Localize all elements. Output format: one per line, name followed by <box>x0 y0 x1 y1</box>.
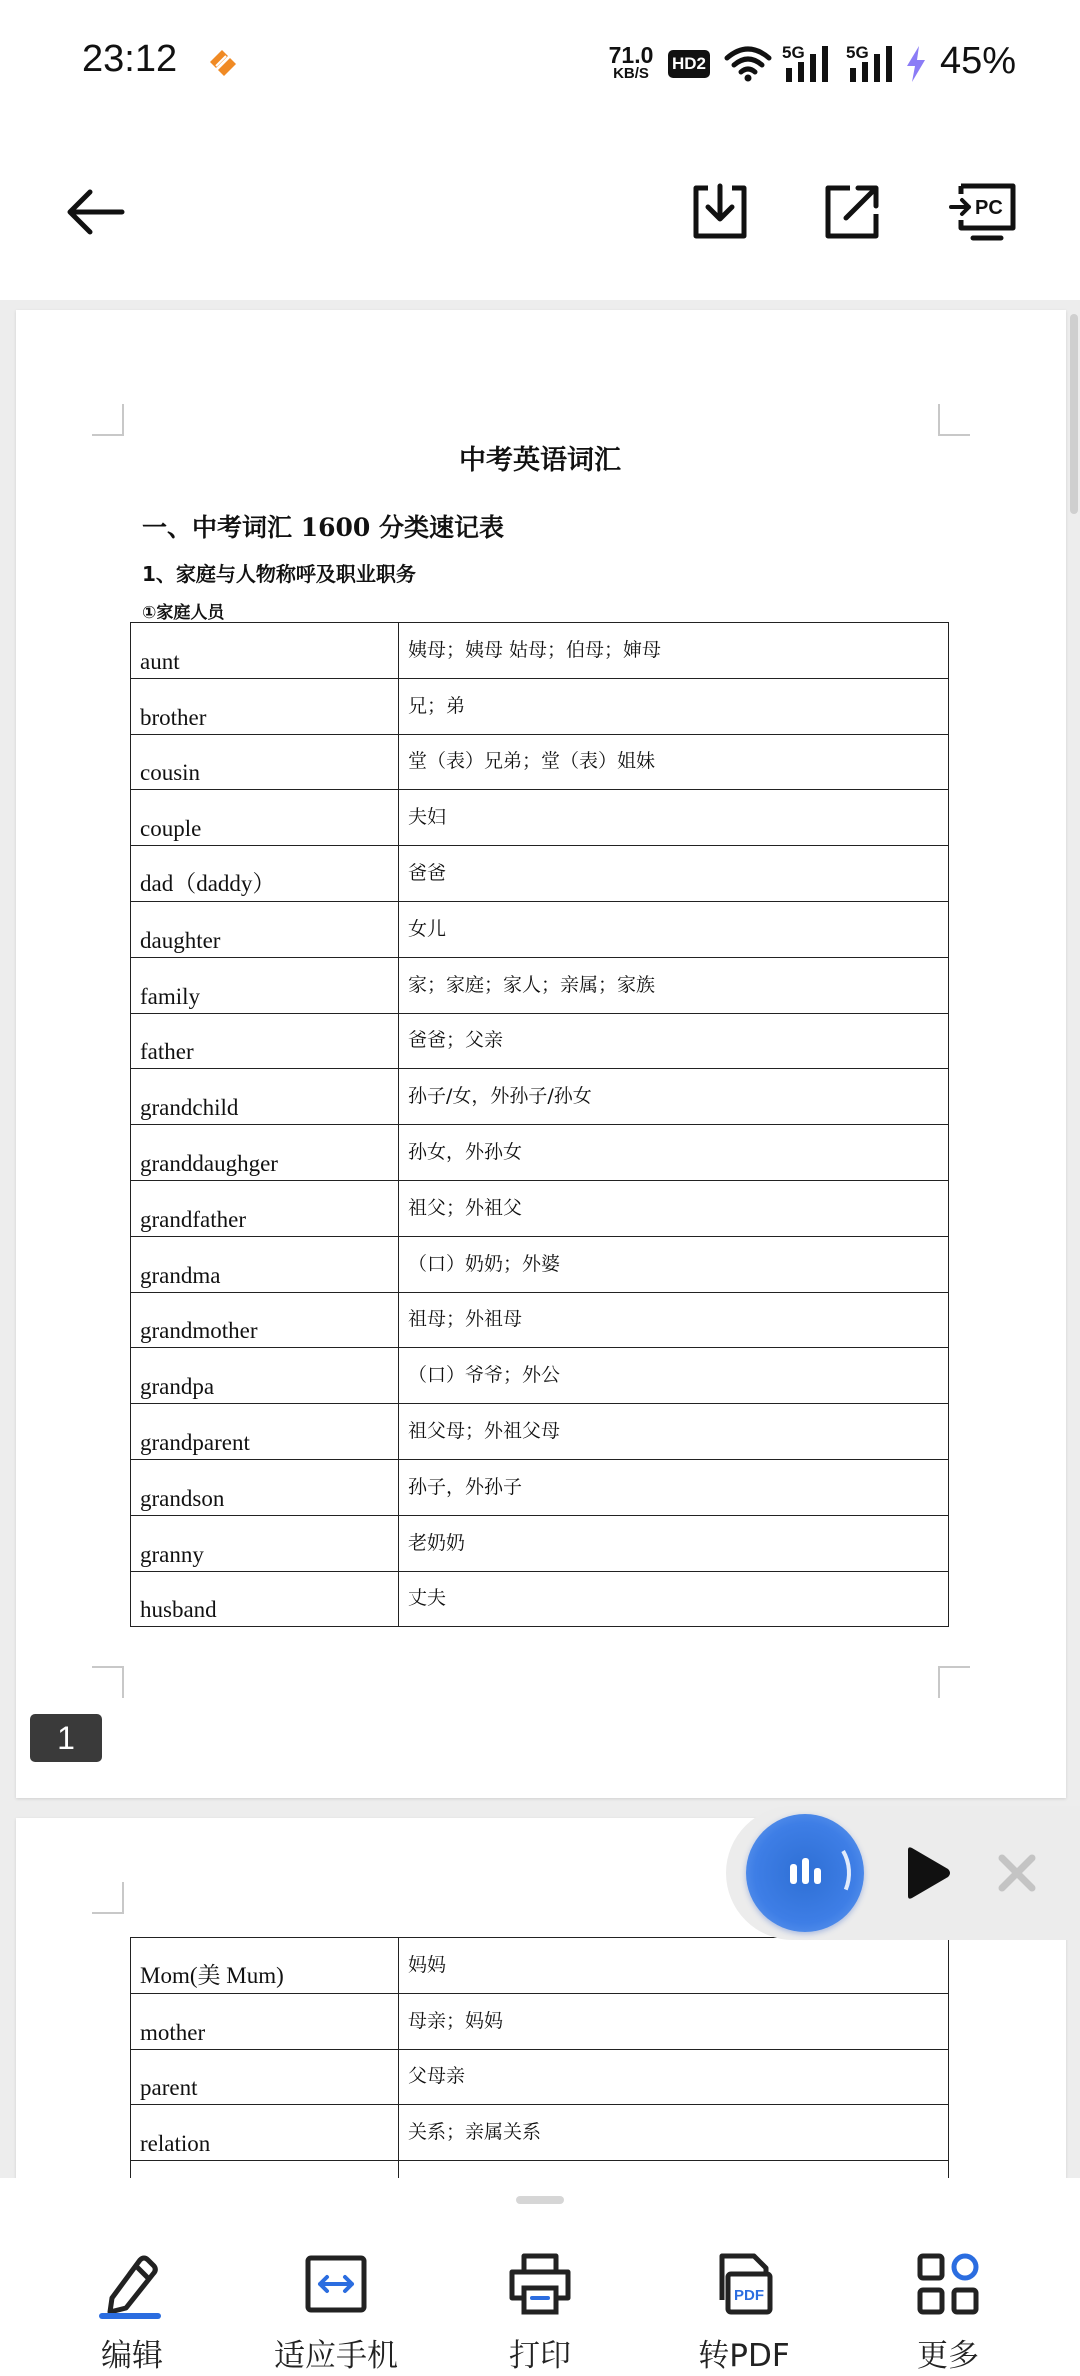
table-row <box>131 1292 949 1348</box>
english-word-cell: Mom(美 Mum) <box>131 1938 399 1994</box>
subsection-heading: 1、家庭与人物称呼及职业职务 <box>142 562 416 586</box>
table-row <box>131 1236 949 1292</box>
read-aloud-button[interactable] <box>746 1814 864 1932</box>
table-row <box>131 1348 949 1404</box>
table-row <box>131 1938 949 1994</box>
english-word-cell: grandson <box>131 1459 399 1515</box>
svg-text:PDF: PDF <box>734 2287 764 2304</box>
table-row <box>131 1993 949 2049</box>
bottom-action-bar <box>0 2178 1080 2376</box>
english-word-cell: grandchild <box>131 1069 399 1125</box>
table-row <box>131 1571 949 1627</box>
table-row <box>131 1515 949 1571</box>
document-page-1 <box>16 310 1066 1798</box>
cast-to-pc-button[interactable] <box>940 168 1028 256</box>
orange-heart-app-icon <box>206 46 240 80</box>
chinese-meaning-cell: 关系；亲属关系 <box>399 2105 949 2161</box>
more-grid-icon <box>912 2248 984 2320</box>
english-word-cell: mother <box>131 1993 399 2049</box>
chinese-meaning-cell: 兄；弟 <box>399 678 949 734</box>
chinese-meaning-cell: 母亲；妈妈 <box>399 1993 949 2049</box>
edit-button[interactable]: 编辑 <box>42 2248 222 2368</box>
hd-voice-badge: HD2 <box>668 50 710 78</box>
chinese-meaning-cell: 孙子，外孙子 <box>399 1459 949 1515</box>
table-row <box>131 2049 949 2105</box>
english-word-cell: grandma <box>131 1236 399 1292</box>
english-word-cell: cousin <box>131 734 399 790</box>
network-speed: 71.0 KB/S <box>608 42 654 82</box>
table-row <box>131 957 949 1013</box>
english-word-cell: parent <box>131 2049 399 2105</box>
chinese-meaning-cell: 妈妈 <box>399 1938 949 1994</box>
pencil-icon <box>96 2248 168 2320</box>
table-row <box>131 2105 949 2161</box>
english-word-cell: aunt <box>131 623 399 679</box>
download-button[interactable] <box>676 168 764 256</box>
english-word-cell: brother <box>131 678 399 734</box>
more-button[interactable]: 更多 <box>858 2248 1038 2368</box>
chinese-meaning-cell: 祖母；外祖母 <box>399 1292 949 1348</box>
chinese-meaning-cell: 堂（表）兄弟；堂（表）姐妹 <box>399 734 949 790</box>
charging-bolt-icon <box>902 44 930 84</box>
chinese-meaning-cell: 孙子/女，外孙子/孙女 <box>399 1069 949 1125</box>
english-word-cell: grandfather <box>131 1180 399 1236</box>
table-row <box>131 623 949 679</box>
drag-handle[interactable] <box>516 2196 564 2204</box>
back-button[interactable] <box>52 168 140 256</box>
svg-text:5G: 5G <box>846 43 869 62</box>
table-row <box>131 1013 949 1069</box>
english-word-cell: grandparent <box>131 1404 399 1460</box>
share-button[interactable] <box>808 168 896 256</box>
english-word-cell: relation <box>131 2105 399 2161</box>
chinese-meaning-cell: 祖父；外祖父 <box>399 1180 949 1236</box>
vocabulary-table-continued <box>130 1937 949 2180</box>
table-row <box>131 846 949 902</box>
share-icon <box>820 180 884 244</box>
chinese-meaning-cell: 丈夫 <box>399 1571 949 1627</box>
document-title: 中考英语词汇 <box>459 445 621 476</box>
chinese-meaning-cell: 祖父母；外祖父母 <box>399 1404 949 1460</box>
chinese-meaning-cell: 女儿 <box>399 901 949 957</box>
table-row <box>131 678 949 734</box>
audio-bars-icon <box>746 1814 864 1932</box>
play-icon[interactable] <box>898 1844 954 1902</box>
arrow-left-icon <box>64 180 128 244</box>
page-margin-mark <box>92 1882 124 1914</box>
table-row <box>131 1180 949 1236</box>
download-icon <box>688 180 752 244</box>
status-bar <box>0 0 1080 130</box>
battery-percent: 45% <box>940 40 1017 82</box>
svg-text:5G: 5G <box>782 43 805 62</box>
chinese-meaning-cell: 孙女，外孙女 <box>399 1125 949 1181</box>
table-row <box>131 790 949 846</box>
chinese-meaning-cell: （口）爷爷；外公 <box>399 1348 949 1404</box>
wifi-icon <box>724 44 772 84</box>
section-heading: 一、中考词汇 1600 分类速记表 <box>142 513 504 542</box>
document-viewer[interactable] <box>0 300 1080 2180</box>
page-margin-mark <box>938 404 970 436</box>
chinese-meaning-cell: 夫妇 <box>399 790 949 846</box>
page-number-badge: 1 <box>30 1714 102 1762</box>
table-row <box>131 1069 949 1125</box>
english-word-cell: grandmother <box>131 1292 399 1348</box>
read-aloud-panel <box>726 1806 1080 1940</box>
status-time: 23:12 <box>82 38 178 80</box>
table-row <box>131 1459 949 1515</box>
print-button[interactable]: 打印 <box>450 2248 630 2368</box>
chinese-meaning-cell: 爸爸；父亲 <box>399 1013 949 1069</box>
signal-5g-icon-2 <box>846 42 900 84</box>
chinese-meaning-cell: 爸爸 <box>399 846 949 902</box>
english-word-cell: father <box>131 1013 399 1069</box>
top-toolbar <box>0 130 1080 300</box>
pdf-convert-icon <box>708 2248 780 2320</box>
english-word-cell: granny <box>131 1515 399 1571</box>
page-margin-mark <box>92 1666 124 1698</box>
english-word-cell: dad（daddy） <box>131 846 399 902</box>
signal-5g-icon <box>782 42 836 84</box>
page-margin-mark <box>938 1666 970 1698</box>
chinese-meaning-cell: 姨母；姨母 姑母；伯母；婶母 <box>399 623 949 679</box>
fit-width-icon <box>300 2248 372 2320</box>
chinese-meaning-cell: 父母亲 <box>399 2049 949 2105</box>
printer-icon <box>504 2248 576 2320</box>
chinese-meaning-cell: 家；家庭；家人；亲属；家族 <box>399 957 949 1013</box>
chinese-meaning-cell: 老奶奶 <box>399 1515 949 1571</box>
english-word-cell: family <box>131 957 399 1013</box>
english-word-cell: granddaughger <box>131 1125 399 1181</box>
table-row <box>131 901 949 957</box>
table-row <box>131 1125 949 1181</box>
cast-to-pc-icon <box>949 180 1019 244</box>
table-row <box>131 734 949 790</box>
english-word-cell: daughter <box>131 901 399 957</box>
scrollbar[interactable] <box>1070 314 1078 514</box>
close-icon[interactable] <box>994 1850 1040 1896</box>
fit-phone-button[interactable]: 适应手机 <box>246 2248 426 2368</box>
vocabulary-table <box>130 622 949 1627</box>
english-word-cell: couple <box>131 790 399 846</box>
category-heading: ①家庭人员 <box>142 603 225 623</box>
english-word-cell: husband <box>131 1571 399 1627</box>
page-margin-mark <box>92 404 124 436</box>
english-word-cell: grandpa <box>131 1348 399 1404</box>
convert-pdf-button[interactable]: PDF 转PDF <box>654 2248 834 2368</box>
table-row <box>131 1404 949 1460</box>
svg-text:PC: PC <box>975 197 1003 219</box>
chinese-meaning-cell: （口）奶奶；外婆 <box>399 1236 949 1292</box>
